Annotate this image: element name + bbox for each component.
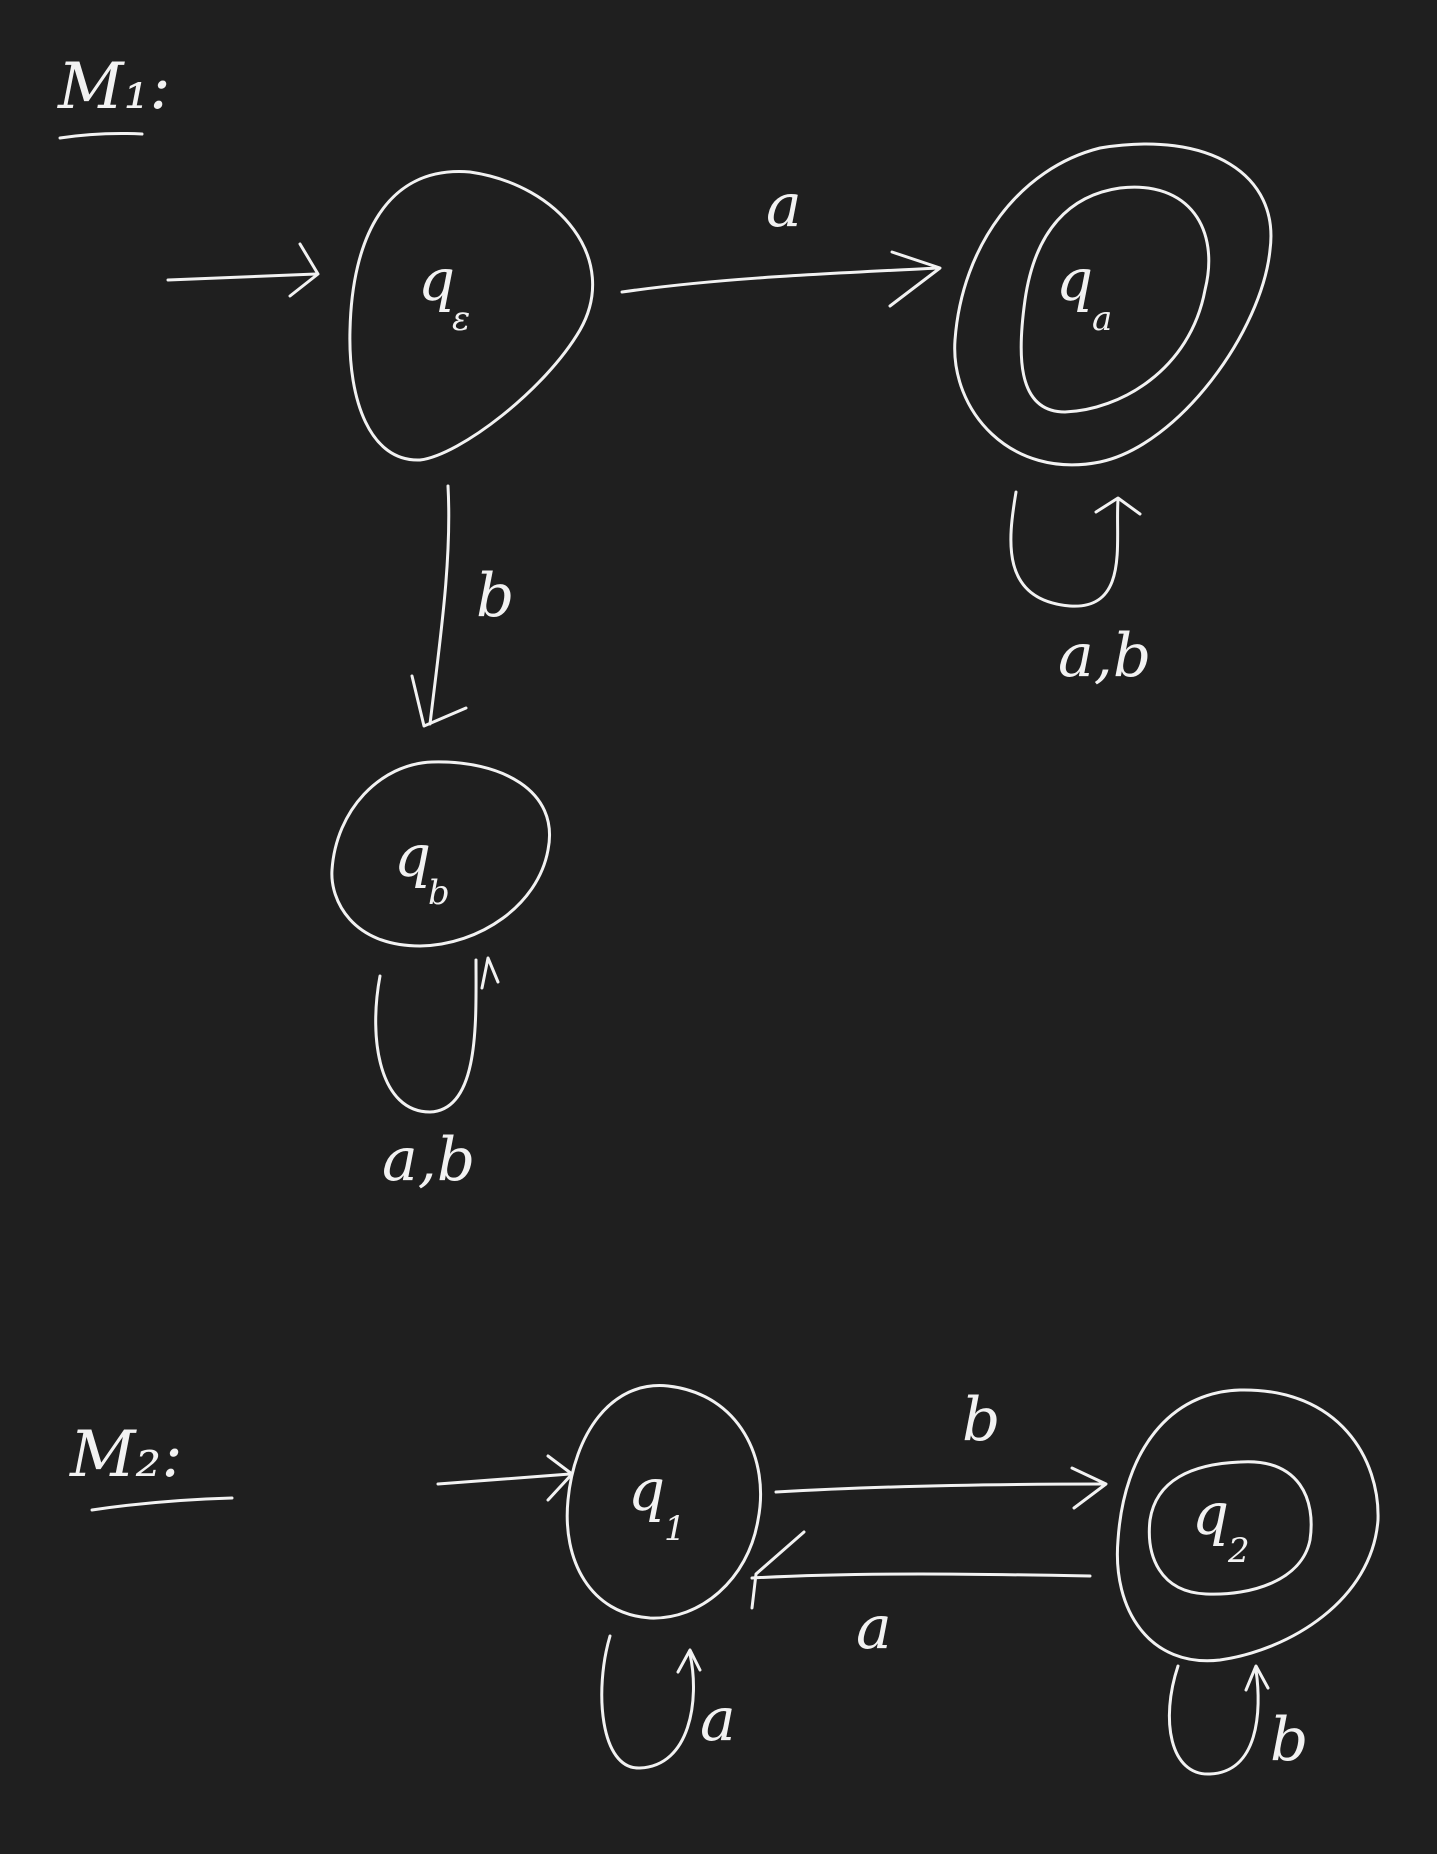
m1-state-q-b-subscript: b: [428, 873, 450, 913]
m2-start-arrow: [438, 1456, 572, 1500]
m1-transition-eps-to-b[interactable]: [412, 486, 514, 726]
m1-state-q-b-name: q: [394, 822, 432, 890]
m2-transition-1-to-2[interactable]: [776, 1385, 1106, 1508]
machine-m1-title: M₁:: [58, 50, 171, 124]
m2-state-q-1[interactable]: [567, 1386, 760, 1619]
m1-self-loop-q-a[interactable]: [1011, 492, 1151, 691]
m2-state-q-2-name: q: [1192, 1480, 1230, 1548]
m2-self-loop-q-2[interactable]: [1169, 1666, 1308, 1775]
m1-self-loop-q-a-label: a,b: [1058, 621, 1152, 691]
m1-state-q-b[interactable]: [332, 762, 550, 946]
m1-state-q-a-name: q: [1056, 246, 1094, 314]
m1-state-q-epsilon[interactable]: [350, 172, 593, 461]
m1-state-q-epsilon-name: q: [418, 246, 456, 314]
m2-state-q-1-name: q: [628, 1456, 666, 1524]
m1-self-loop-q-b-label: a,b: [382, 1125, 476, 1195]
m2-transition-2-to-1-label: a: [856, 1593, 892, 1663]
m2-state-q-1-subscript: 1: [664, 1509, 686, 1549]
m2-state-q-2-subscript: 2: [1228, 1531, 1250, 1571]
machine-m2: [69, 1385, 1378, 1775]
m2-transition-1-to-2-label: b: [962, 1385, 1001, 1455]
m1-self-loop-q-b[interactable]: [376, 958, 498, 1195]
m1-state-q-epsilon-subscript: ε: [452, 299, 471, 339]
m2-self-loop-q-1-label: a: [700, 1685, 736, 1755]
m1-state-q-a-subscript: a: [1092, 299, 1113, 339]
m2-self-loop-q-1[interactable]: [602, 1636, 736, 1768]
machine-m1-title-underline: [60, 134, 142, 139]
m1-transition-eps-to-b-label: b: [476, 561, 515, 631]
m1-transition-eps-to-a-label: a: [766, 171, 802, 241]
m1-start-arrow: [168, 244, 318, 296]
m2-self-loop-q-2-label: b: [1270, 1705, 1309, 1775]
m1-state-q-a[interactable]: [955, 144, 1271, 465]
m2-transition-2-to-1[interactable]: [752, 1532, 1090, 1663]
m1-transition-eps-to-a[interactable]: [622, 171, 940, 306]
machine-m2-title: M₂:: [70, 1418, 183, 1492]
machine-m1: [57, 50, 1271, 1195]
m2-state-q-2[interactable]: [1117, 1390, 1378, 1661]
machine-m2-title-underline: [92, 1498, 232, 1510]
